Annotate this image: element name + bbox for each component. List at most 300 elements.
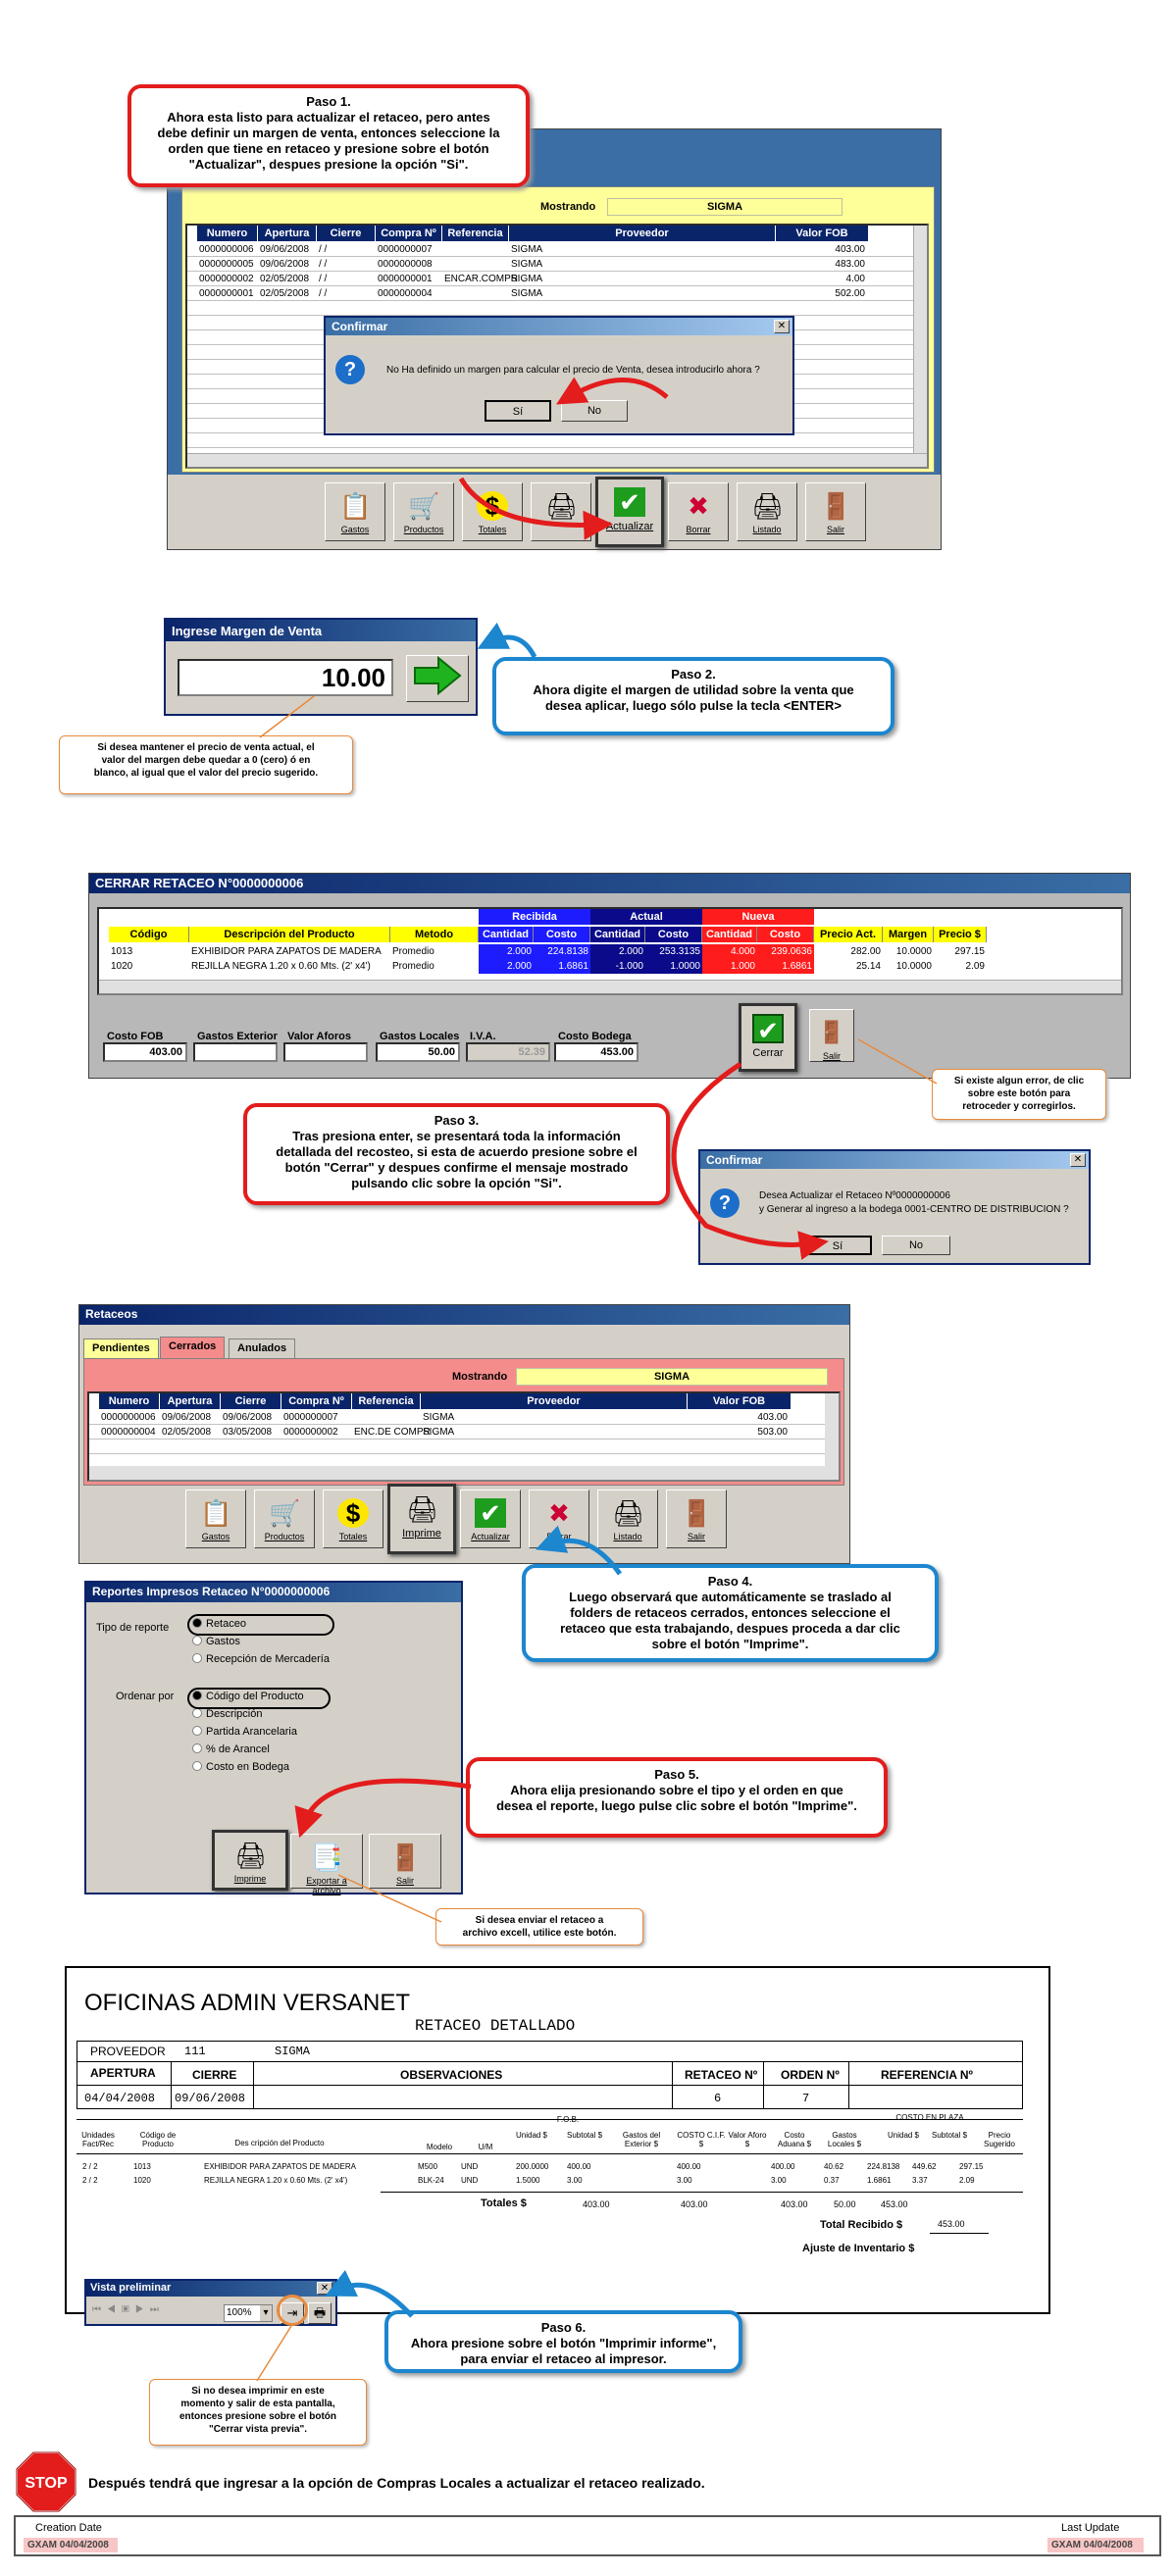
export-file-icon: 📑 <box>311 1843 343 1872</box>
margen-input[interactable]: 10.00 <box>178 659 393 696</box>
dollar-icon: $ <box>337 1498 369 1528</box>
cell-r1-c9: 25.14 <box>814 959 883 974</box>
cell-r0-c3: 0000000007 <box>378 244 433 255</box>
chevron-down-icon: ▾ <box>260 2305 272 2321</box>
report-cell-r1-c3: BLK-24 <box>418 2176 444 2185</box>
referencia-label: REFERENCIA Nº <box>881 2068 973 2082</box>
cerrados-grid[interactable] <box>87 1391 841 1482</box>
toolbar-label: Productos <box>403 525 444 534</box>
cell-r0-c4: 224.8138 <box>534 944 590 959</box>
step6-note <box>149 2379 367 2446</box>
c5-line-2: desea el reporte, luego pulse clic sobre el botón "Imprime". <box>496 1798 857 1813</box>
borrar-toolbar-button[interactable] <box>668 482 729 541</box>
cell-r2-c6: 4.00 <box>845 274 865 284</box>
c3-line-1: Tras presiona enter, se presentará toda la información <box>292 1129 621 1143</box>
col-header-0[interactable]: Numero <box>197 226 258 241</box>
step5-callout <box>466 1757 888 1838</box>
gastos-toolbar-button[interactable] <box>185 1490 246 1548</box>
yes-button[interactable]: Sí <box>485 400 551 422</box>
step5-note <box>435 1908 643 1945</box>
c3-line-0: Paso 3. <box>434 1113 480 1128</box>
listado-printer-icon: 🖨 <box>612 1498 645 1528</box>
productos-toolbar-button[interactable] <box>393 482 454 541</box>
reportes-dialog <box>84 1581 463 1894</box>
cell-r0-c11: 297.15 <box>934 944 987 959</box>
group-header-0: Recibida <box>479 909 590 925</box>
apertura-value: 04/04/2008 <box>84 2092 156 2105</box>
c1-line-4: "Actualizar", despues presione la opción "Si". <box>188 157 469 172</box>
col-header-9[interactable]: Precio Act. <box>814 927 883 942</box>
orden-option-2[interactable] <box>192 1726 297 1738</box>
col-header-3[interactable]: Compra Nº <box>376 226 442 241</box>
cell-r1-c6: 1.0000 <box>645 959 702 974</box>
col-header-1[interactable]: Apertura <box>160 1393 221 1409</box>
step2-arrow <box>490 637 535 657</box>
update-value: GXAM 04/04/2008 <box>1047 2538 1144 2552</box>
creation-label: Creation Date <box>35 2522 102 2534</box>
gastos-icon: 📋 <box>200 1498 232 1528</box>
confirm-dialog-step1 <box>324 316 794 435</box>
report-cell-r1-c11: 0.37 <box>824 2176 840 2185</box>
salir-button-step3[interactable]: 🚪 Salir <box>809 1009 854 1062</box>
total-recibido-value: 453.00 <box>938 2219 965 2229</box>
cell-r3-c4 <box>442 286 509 301</box>
col-header-3[interactable]: Compra Nº <box>281 1393 352 1409</box>
col-header-0[interactable]: Numero <box>99 1393 160 1409</box>
col-header-5[interactable]: Proveedor <box>509 226 776 241</box>
cell-r1-c4: ENC.DE COMPR <box>354 1427 431 1438</box>
orden-option-label: % de Arancel <box>206 1743 270 1755</box>
printer-icon: 🖨 <box>545 491 579 521</box>
report-cell-r0-c10: 400.00 <box>771 2162 795 2171</box>
step6-note-line <box>257 2326 291 2381</box>
report-body <box>77 2041 1023 2305</box>
toolbar-label: Productos <box>264 1532 305 1541</box>
cell-r3-c2: / / <box>319 288 328 299</box>
exportar-button[interactable] <box>290 1834 363 1895</box>
report-cell-r1-c14: 2.09 <box>959 2176 975 2185</box>
report-total-4: 453.00 <box>881 2199 908 2209</box>
report-total-2: 403.00 <box>781 2199 808 2209</box>
col-header-5[interactable]: Cantidad <box>590 927 645 942</box>
report-cell-r1-c8: 3.00 <box>677 2176 692 2185</box>
confirm-title: Confirmar <box>326 318 792 335</box>
col-header-6[interactable]: Costo <box>645 927 702 942</box>
c4-line-4: sobre el botón "Imprime". <box>651 1637 809 1651</box>
totales-label: Totales $ <box>481 2197 527 2209</box>
no-button[interactable]: No <box>561 400 628 422</box>
cell-r1-c0: 1020 <box>109 959 189 974</box>
cart-icon: 🛒 <box>269 1498 301 1528</box>
n5-line-1: archivo excell, utilice este botón. <box>462 1928 617 1939</box>
report-cell-r0-c4: UND <box>461 2162 479 2171</box>
dollar-icon: $ <box>477 491 508 521</box>
cell-r1-c6: 503.00 <box>757 1427 788 1438</box>
toolbar-label: Salir <box>687 1532 705 1541</box>
yes-button[interactable]: Sí <box>803 1236 872 1255</box>
tab-anulados[interactable]: Anulados <box>229 1339 295 1358</box>
cell-r1-c0: 0000000005 <box>199 259 254 270</box>
radio-icon <box>192 1743 202 1753</box>
printer-icon: 🖨 <box>234 1841 268 1870</box>
vista-title: Vista preliminar <box>86 2281 335 2297</box>
cell-r0-c2: / / <box>319 244 328 255</box>
report-cell-r1-c4: UND <box>461 2176 479 2185</box>
total-field-5[interactable]: 453.00 <box>554 1042 639 1062</box>
cell-r0-c4 <box>352 1410 421 1425</box>
report-header-14: Unidad $ <box>887 2131 920 2140</box>
cell-r1-c3: 0000000008 <box>378 259 433 270</box>
n6-line-1: momento y salir de esta pantalla, <box>180 2399 335 2409</box>
total-label-3: Gastos Locales <box>380 1031 460 1042</box>
nav-buttons[interactable]: ⏮◀▣▶⏭ <box>92 2304 165 2315</box>
cell-r0-c7: 4.000 <box>702 944 757 959</box>
cell-r0-c6: 403.00 <box>835 244 865 255</box>
creation-value: GXAM 04/04/2008 <box>24 2538 118 2552</box>
mostrando-field: SIGMA <box>516 1368 828 1386</box>
exit-door-icon: 🚪 <box>389 1843 422 1872</box>
cell-r0-c2: 09/06/2008 <box>223 1412 273 1423</box>
margen-dialog <box>164 618 478 716</box>
cell-r3-c0: 0000000001 <box>199 288 254 299</box>
report-header-7: Subtotal $ <box>566 2131 603 2140</box>
cell-r0-c0: 0000000006 <box>199 244 254 255</box>
imprime-button[interactable] <box>212 1830 288 1891</box>
c3-line-3: botón "Cerrar" y despues confirme el mensaje mostrado <box>284 1160 629 1175</box>
radio-icon <box>192 1761 202 1771</box>
btn-label: Salir <box>395 1876 414 1886</box>
n6-line-2: entonces presione sobre el botón <box>179 2411 337 2422</box>
delete-icon: ✖ <box>548 1498 570 1528</box>
cell-r0-c5: SIGMA <box>423 1412 455 1423</box>
toolbar-label: Borrar <box>686 525 711 534</box>
listado-toolbar-button[interactable] <box>597 1490 658 1548</box>
confirm-dialog-step3 <box>698 1149 1091 1265</box>
cell-r1-c11: 2.09 <box>934 959 987 974</box>
report-header-0: Unidades Fact/Rec <box>81 2131 115 2148</box>
group-header-2: Nueva <box>702 909 814 925</box>
n3-line-1: sobre este botón para <box>967 1088 1071 1099</box>
salir-button[interactable] <box>369 1834 441 1889</box>
total-field-3[interactable]: 50.00 <box>376 1042 460 1062</box>
apertura-label: APERTURA <box>90 2066 156 2080</box>
report-cell-r0-c14: 297.15 <box>959 2162 984 2171</box>
tipo-option-1[interactable] <box>192 1636 240 1647</box>
vertical-scrollbar[interactable] <box>913 226 927 467</box>
listado-toolbar-button[interactable] <box>737 482 797 541</box>
right-arrow-icon <box>411 656 464 695</box>
orden-option-4[interactable] <box>192 1761 289 1773</box>
tab-cerrados[interactable]: Cerrados <box>160 1337 225 1358</box>
orden-option-label: Descripción <box>206 1708 263 1720</box>
total-field-1[interactable] <box>193 1042 278 1062</box>
tipo-option-label: Recepción de Mercadería <box>206 1653 330 1665</box>
col-header-8[interactable]: Costo <box>757 927 814 942</box>
toolbar-label: Imprime <box>402 1528 441 1540</box>
report-header-2: Des cripción del Producto <box>234 2139 325 2147</box>
c3-line-2: detallada del recosteo, si esta de acuerdo presione sobre el <box>276 1144 638 1159</box>
cell-r3-c3: 0000000004 <box>378 288 433 299</box>
report-header-1: Código de Producto <box>139 2131 177 2148</box>
horizontal-scrollbar[interactable] <box>99 980 1121 993</box>
col-header-11[interactable]: Precio $ <box>934 927 987 942</box>
proveedor-code: 111 <box>184 2045 206 2058</box>
cell-r2-c2: / / <box>319 274 328 284</box>
col-header-6[interactable]: Valor FOB <box>688 1393 792 1409</box>
print-toolbar-button[interactable] <box>531 482 591 541</box>
exit-door-icon: 🚪 <box>818 1020 845 1044</box>
toolbar-label: Totales <box>338 1532 368 1541</box>
cell-r2-c1: 02/05/2008 <box>260 274 310 284</box>
c1-line-3: orden que tiene en retaceo y presione sobre el botón <box>168 141 489 156</box>
n6-line-3: "Cerrar vista previa". <box>208 2424 308 2435</box>
printer-icon: 🖶 <box>313 2305 327 2320</box>
salir-toolbar-button[interactable] <box>805 482 866 541</box>
report-cell-r0-c3: M500 <box>418 2162 438 2171</box>
retaceo-value: 6 <box>714 2092 722 2105</box>
report-header-15: Subtotal $ <box>931 2131 968 2140</box>
row-line <box>187 447 927 448</box>
report-cell-r1-c12: 1.6861 <box>867 2176 892 2185</box>
tab-pendientes[interactable]: Pendientes <box>83 1339 159 1358</box>
c6-line-2: para enviar el retaceo al impresor. <box>460 2351 667 2366</box>
n2-line-1: valor del margen debe quedar a 0 (cero) ó en <box>101 755 311 766</box>
total-field-2[interactable] <box>283 1042 368 1062</box>
footer-bar <box>14 2515 1161 2556</box>
confirm3-line2: y Generar al ingreso a la bodega 0001-CENTRO DE DISTRIBUCION ? <box>759 1204 1069 1215</box>
cell-r1-c6: 483.00 <box>835 259 865 270</box>
close-preview-icon: ⇥ <box>286 2305 298 2320</box>
n3-line-2: retroceder y corregirlos. <box>962 1101 1076 1112</box>
step2-note <box>59 735 353 794</box>
cell-r1-c0: 0000000004 <box>101 1427 156 1438</box>
cell-r3-c6: 502.00 <box>835 288 865 299</box>
col-header-5[interactable]: Proveedor <box>421 1393 688 1409</box>
cell-r0-c0: 0000000006 <box>101 1412 156 1423</box>
report-cell-r1-c10: 3.00 <box>771 2176 787 2185</box>
cell-r0-c9: 282.00 <box>814 944 883 959</box>
col-header-2[interactable]: Cierre <box>317 226 376 241</box>
margen-title: Ingrese Margen de Venta <box>166 620 476 641</box>
c4-line-2: folders de retaceos cerrados, entonces seleccione el <box>570 1605 891 1620</box>
toolbar-label: Salir <box>826 525 844 534</box>
report-total-3: 50.00 <box>834 2199 856 2209</box>
report-cell-r0-c12: 224.8138 <box>867 2162 900 2171</box>
cell-r1-c3: 2.000 <box>479 959 534 974</box>
cell-r2-c3: 0000000001 <box>378 274 433 284</box>
c1-line-1: Ahora esta listo para actualizar el retaceo, pero antes <box>167 110 490 125</box>
stop-sign-icon <box>16 2451 77 2512</box>
print-report-button[interactable] <box>308 2302 332 2324</box>
col-header-3[interactable]: Cantidad <box>479 927 534 942</box>
tipo-option-2[interactable] <box>192 1653 330 1665</box>
report-cell-r1-c1: 1020 <box>133 2176 151 2185</box>
cell-r1-c8: 1.6861 <box>757 959 814 974</box>
orden-label: ORDEN Nº <box>781 2068 840 2082</box>
col-header-6[interactable]: Valor FOB <box>776 226 869 241</box>
n5-line-0: Si desea enviar el retaceo a <box>475 1915 604 1926</box>
cell-r1-c2: 03/05/2008 <box>223 1427 273 1438</box>
retaceos-title: Retaceos <box>79 1305 849 1325</box>
proveedor-name: SIGMA <box>275 2045 311 2058</box>
orden-option-label: Partida Arancelaria <box>206 1726 297 1738</box>
c3-line-4: pulsando clic sobre la opción "Si". <box>351 1176 562 1190</box>
col-header-1[interactable]: Descripción del Producto <box>189 927 390 942</box>
col-header-4[interactable]: Referencia <box>442 226 509 241</box>
horizontal-scrollbar[interactable] <box>187 453 927 467</box>
col-header-2[interactable]: Cierre <box>221 1393 281 1409</box>
cell-r1-c2: Promedio <box>390 959 479 974</box>
check-icon: ✔ <box>752 1014 784 1043</box>
cell-r1-c3: 0000000002 <box>283 1427 338 1438</box>
c2-line-2: desea aplicar, luego sólo pulse la tecla <ENTER> <box>544 698 842 713</box>
zoom-select[interactable] <box>224 2304 273 2322</box>
question-icon: ? <box>335 355 365 384</box>
toolbar-label: Actualizar <box>605 521 654 532</box>
cell-r2-c4: ENCAR.COMPR <box>444 274 519 284</box>
cell-r1-c5: SIGMA <box>423 1427 455 1438</box>
cell-r0-c6: 403.00 <box>757 1412 788 1423</box>
report-header-8: Gastos del Exterior $ <box>622 2131 661 2148</box>
mostrando-field: SIGMA <box>607 198 843 216</box>
gastos-icon: 📋 <box>339 491 372 521</box>
total-field-4[interactable]: 52.39 <box>466 1042 550 1062</box>
cell-r1-c4: 1.6861 <box>534 959 590 974</box>
cell-r0-c5: 2.000 <box>590 944 645 959</box>
report-header-16: Precio Sugerido <box>983 2131 1016 2148</box>
detalle-grid[interactable] <box>97 907 1123 995</box>
orden-option-3[interactable] <box>192 1743 270 1755</box>
total-field-0[interactable]: 403.00 <box>103 1042 187 1062</box>
cell-r3-c1: 02/05/2008 <box>260 288 310 299</box>
exit-door-icon: 🚪 <box>820 491 852 521</box>
btn-label: Imprime <box>233 1874 267 1884</box>
cell-r1-c5: SIGMA <box>511 259 543 270</box>
col-header-0[interactable]: Código <box>109 927 189 942</box>
confirm-message: No Ha definido un margen para calcular el precio de Venta, desea introducirlo ahora ? <box>386 365 760 376</box>
report-header-10: Valor Aforo $ <box>728 2131 767 2148</box>
imprime-toolbar-button[interactable] <box>387 1484 456 1554</box>
total-label-5: Costo Bodega <box>558 1031 632 1042</box>
group-header-1: Actual <box>590 909 702 925</box>
productos-toolbar-button[interactable] <box>254 1490 315 1548</box>
close-preview-highlight <box>277 2295 308 2326</box>
radio-icon <box>192 1726 202 1736</box>
col-header-4[interactable]: Costo <box>534 927 590 942</box>
proveedor-label: PROVEEDOR <box>90 2045 166 2058</box>
retaceos-window-step4 <box>78 1304 850 1564</box>
step1-callout <box>128 84 530 187</box>
report-header-4: U/M <box>478 2143 493 2151</box>
col-header-4[interactable]: Referencia <box>352 1393 421 1409</box>
report-header-6: Unidad $ <box>515 2131 548 2140</box>
report-cell-r0-c2: EXHIBIDOR PARA ZAPATOS DE MADERA <box>204 2162 356 2171</box>
col-header-1[interactable]: Apertura <box>258 226 317 241</box>
orden-label: Ordenar por <box>116 1691 175 1702</box>
step4-callout <box>522 1564 939 1662</box>
c1-line-2: debe definir un margen de venta, entonces seleccione la <box>157 126 500 140</box>
cell-r0-c3: 0000000007 <box>283 1412 338 1423</box>
close-icon[interactable]: ✕ <box>774 320 790 333</box>
cell-r1-c2: / / <box>319 259 328 270</box>
svg-text:STOP: STOP <box>25 2475 68 2492</box>
report-cell-r0-c13: 449.62 <box>912 2162 937 2171</box>
horizontal-scrollbar[interactable] <box>89 1466 839 1480</box>
c5-line-0: Paso 5. <box>654 1767 699 1782</box>
confirm3-title: Confirmar <box>700 1151 1089 1169</box>
total-label-0: Costo FOB <box>107 1031 164 1042</box>
cell-r2-c0: 0000000002 <box>199 274 254 284</box>
report-header-12: Gastos Locales $ <box>827 2131 862 2148</box>
step2-callout <box>492 657 894 735</box>
cell-r0-c6: 253.3135 <box>645 944 702 959</box>
cell-r1-c10: 10.0000 <box>883 959 934 974</box>
retaceo-highlight-ring <box>187 1614 334 1636</box>
exit-door-icon: 🚪 <box>681 1498 713 1528</box>
total-label-1: Gastos Exterior <box>197 1031 278 1042</box>
col-header-10[interactable]: Margen <box>883 927 934 942</box>
report-header-3: Modelo <box>426 2143 453 2151</box>
col-header-7[interactable]: Cantidad <box>702 927 757 942</box>
cell-r1-c1: 02/05/2008 <box>162 1427 212 1438</box>
delete-icon: ✖ <box>688 491 709 521</box>
listado-printer-icon: 🖨 <box>751 491 785 521</box>
c5-line-1: Ahora elija presionando sobre el tipo y el orden en que <box>510 1783 843 1797</box>
n3-line-0: Si existe algun error, de clic <box>953 1076 1085 1086</box>
total-recibido-label: Total Recibido $ <box>820 2219 903 2231</box>
c6-line-0: Paso 6. <box>540 2320 587 2335</box>
ajuste-label: Ajuste de Inventario $ <box>802 2243 915 2254</box>
cerrar-button[interactable]: ✔ Cerrar <box>739 1003 797 1072</box>
report-header-11: Costo Aduana $ <box>777 2131 812 2148</box>
enter-arrow-button[interactable] <box>406 655 469 702</box>
toolbar-label: Gastos <box>201 1532 230 1541</box>
cierre-label: CIERRE <box>192 2068 237 2082</box>
no-button[interactable]: No <box>882 1236 950 1255</box>
actualizar-toolbar-button[interactable] <box>595 477 664 547</box>
close-icon[interactable]: ✕ <box>1070 1153 1086 1167</box>
orden-option-1[interactable] <box>192 1708 262 1720</box>
report-cell-r1-c6: 3.00 <box>567 2176 583 2185</box>
step6-callout <box>384 2310 742 2373</box>
report-header-5: F.O.B. <box>556 2115 580 2124</box>
c4-line-3: retaceo que esta trabajando, despues proceda a dar clic <box>560 1621 900 1636</box>
toolbar-label: Totales <box>478 525 507 534</box>
zoom-value: 100% <box>227 2307 252 2318</box>
toolbar-label: Listado <box>613 1532 642 1541</box>
obs-label: OBSERVACIONES <box>400 2068 503 2082</box>
col-header-2[interactable]: Metodo <box>390 927 479 942</box>
totales-toolbar-button[interactable] <box>462 482 523 541</box>
report-cell-r0-c8: 400.00 <box>677 2162 701 2171</box>
radio-icon <box>192 1653 202 1663</box>
salir-toolbar-button[interactable] <box>666 1490 727 1548</box>
tipo-option-label: Retaceo <box>206 1618 246 1630</box>
gastos-toolbar-button[interactable] <box>325 482 385 541</box>
n2-line-2: blanco, al igual que el valor del precio sugerido. <box>93 768 319 779</box>
cell-r0-c10: 10.0000 <box>883 944 934 959</box>
orden-option-label: Costo en Bodega <box>206 1761 290 1773</box>
n2-line-0: Si desea mantener el precio de venta actual, el <box>97 742 315 753</box>
close-icon[interactable]: ✕ <box>317 2282 332 2295</box>
actualizar-toolbar-button[interactable] <box>460 1490 521 1548</box>
printer-icon: 🖨 <box>406 1494 439 1524</box>
cell-r0-c4 <box>442 242 509 257</box>
borrar-toolbar-button[interactable] <box>529 1490 589 1548</box>
report-total-0: 403.00 <box>583 2199 610 2209</box>
report-preview <box>65 1966 1050 2314</box>
totales-toolbar-button[interactable] <box>323 1490 383 1548</box>
